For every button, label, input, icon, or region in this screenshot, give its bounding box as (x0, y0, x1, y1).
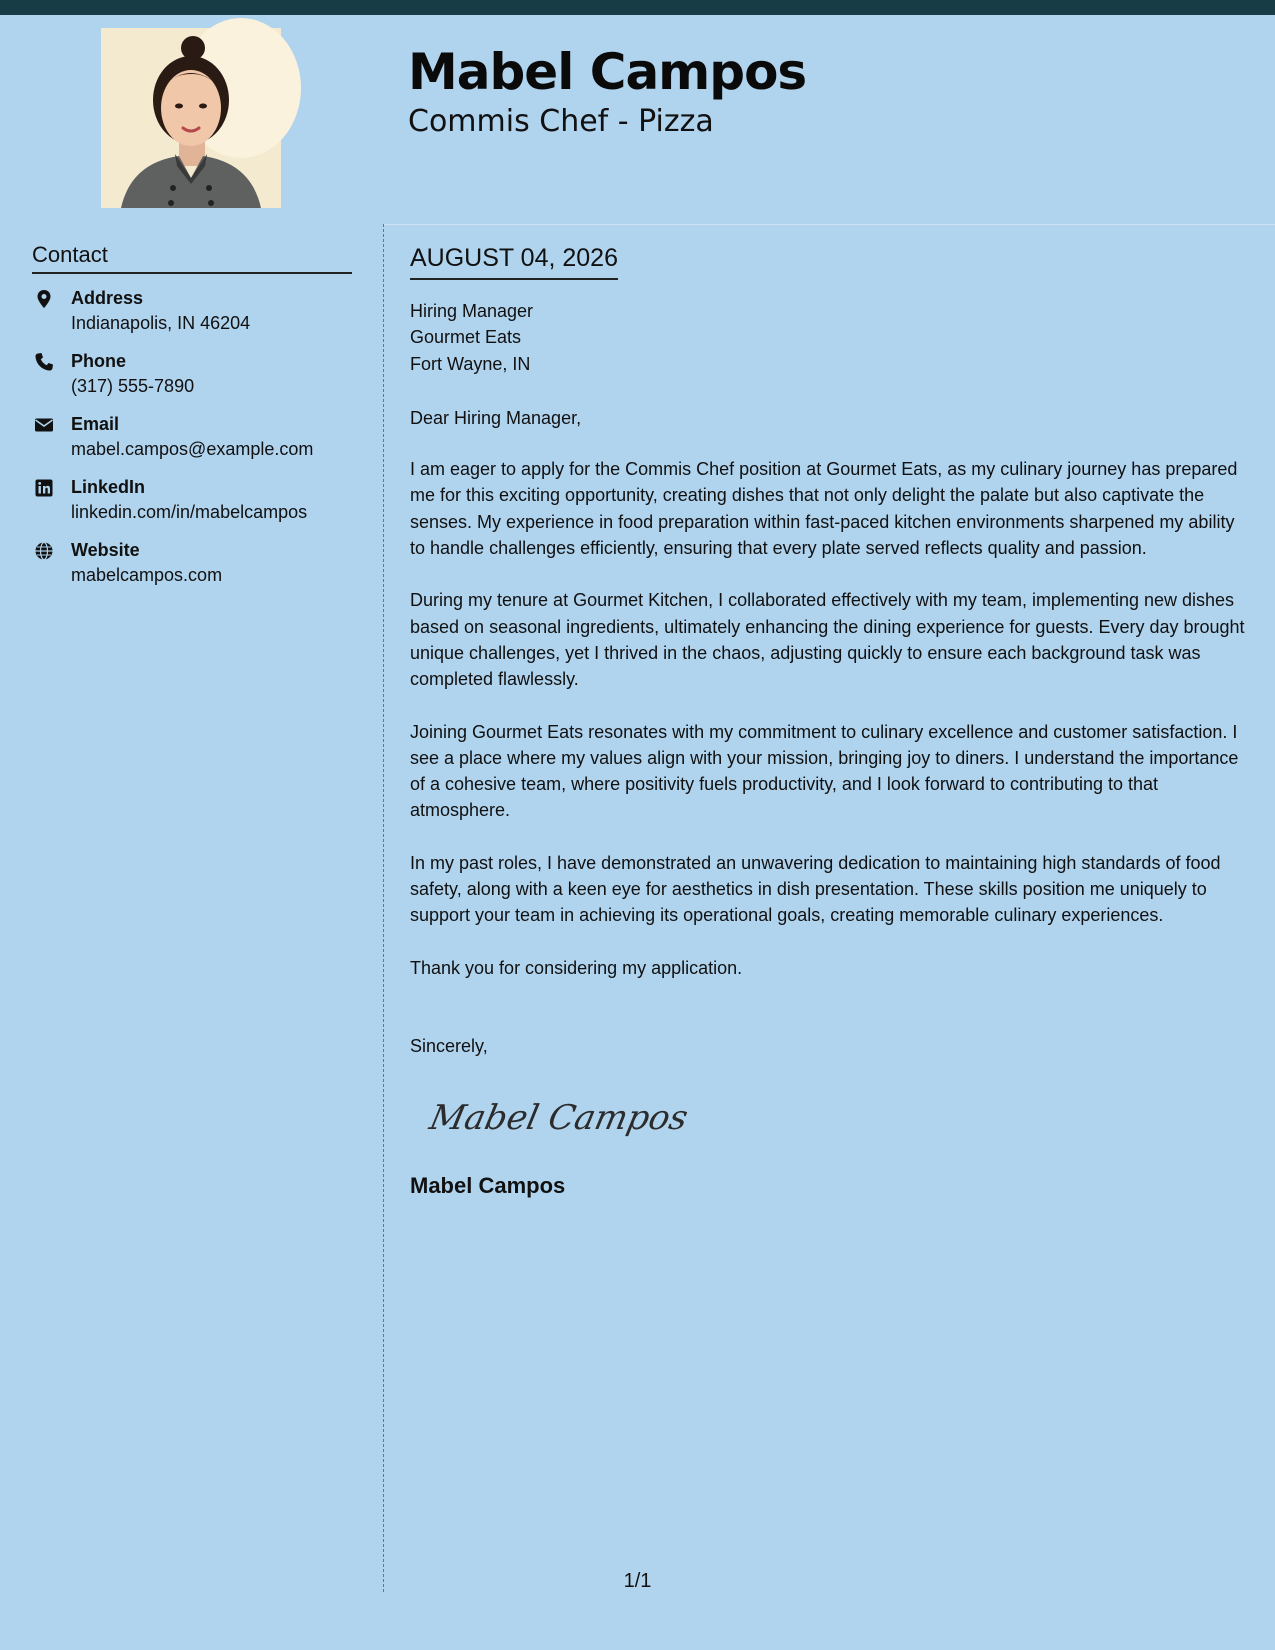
contact-value: (317) 555-7890 (71, 376, 195, 396)
applicant-name: Mabel Campos (408, 43, 807, 101)
recipient-line: Gourmet Eats (410, 327, 522, 348)
contact-label: Email (71, 414, 120, 434)
contact-label: Phone (71, 351, 127, 371)
header-divider (384, 224, 1275, 225)
contact-website (32, 538, 352, 601)
letter-paragraph: During my tenure at Gourmet Kitchen, I collaborated effectively with my team, implementing new dishes based on seasonal ingredients, ultimately enhancing the dining experience for guests. Every day brought unique challenges, yet I thrived in the chaos, adjusting quickly to ensure each background task was completed flawlessly. (410, 590, 1245, 690)
recipient-block (410, 298, 1252, 377)
page-number: 1/1 (623, 1570, 652, 1592)
globe-icon (34, 541, 54, 561)
svg-text:Mabel Campos: Mabel Campos (426, 1098, 692, 1139)
contact-heading: Contact (32, 240, 352, 274)
contact-sidebar (32, 240, 352, 601)
contact-phone (32, 349, 352, 412)
contact-label: LinkedIn (71, 477, 146, 497)
letter-paragraph: Thank you for considering my application. (410, 957, 743, 978)
contact-label: Website (71, 540, 140, 560)
envelope-icon (34, 415, 54, 435)
contact-value[interactable]: mabel.campos@example.com (71, 439, 314, 459)
signer-name: Mabel Campos (410, 1172, 566, 1198)
top-bar (0, 0, 1275, 15)
job-title: Commis Chef - Pizza (408, 104, 714, 139)
recipient-line: Hiring Manager (410, 301, 534, 321)
contact-label: Address (71, 288, 144, 308)
contact-value[interactable]: linkedin.com/in/mabelcampos (71, 502, 308, 522)
contact-value[interactable]: mabelcampos.com (71, 565, 223, 585)
column-divider (383, 224, 384, 1592)
recipient-line: Fort Wayne, IN (410, 353, 531, 374)
letter-paragraph: In my past roles, I have demonstrated an unwavering dedication to maintaining high standards of food safety, along with a keen eye for aesthetics in dish presentation. These skills position me uniquely to support your team in achieving its operational goals, creating memorable culinary experiences. (410, 852, 1221, 926)
contact-address (32, 286, 352, 349)
letter-date: AUGUST 04, 2026 (410, 240, 618, 280)
profile-photo (101, 28, 281, 208)
letter-body (410, 240, 1252, 1201)
linkedin-icon (34, 478, 54, 498)
location-pin-icon (34, 289, 54, 309)
contact-linkedin (32, 475, 352, 538)
letter-paragraph: I am eager to apply for the Commis Chef position at Gourmet Eats, as my culinary journey has prepared me for this exciting opportunity, creating dishes that not only delight the palate but also captivate the senses. My experience in food preparation within fast-paced kitchen environments sharpened my ability to handle challenges efficiently, ensuring that every plate served reflects quality and passion. (410, 459, 1238, 559)
contact-value: Indianapolis, IN 46204 (71, 313, 251, 333)
letter-paragraph: Joining Gourmet Eats resonates with my commitment to culinary excellence and customer satisfaction. I see a place where my values align with your mission, bringing joy to diners. I understand the importance of a cohesive team, where positivity fuels productivity, and I look forward to contributing to that atmosphere. (410, 721, 1239, 821)
phone-icon (34, 352, 54, 372)
contact-email (32, 412, 352, 475)
closing: Sincerely, (410, 1035, 488, 1056)
handwritten-signature (424, 1087, 692, 1147)
salutation: Dear Hiring Manager, (410, 407, 582, 428)
